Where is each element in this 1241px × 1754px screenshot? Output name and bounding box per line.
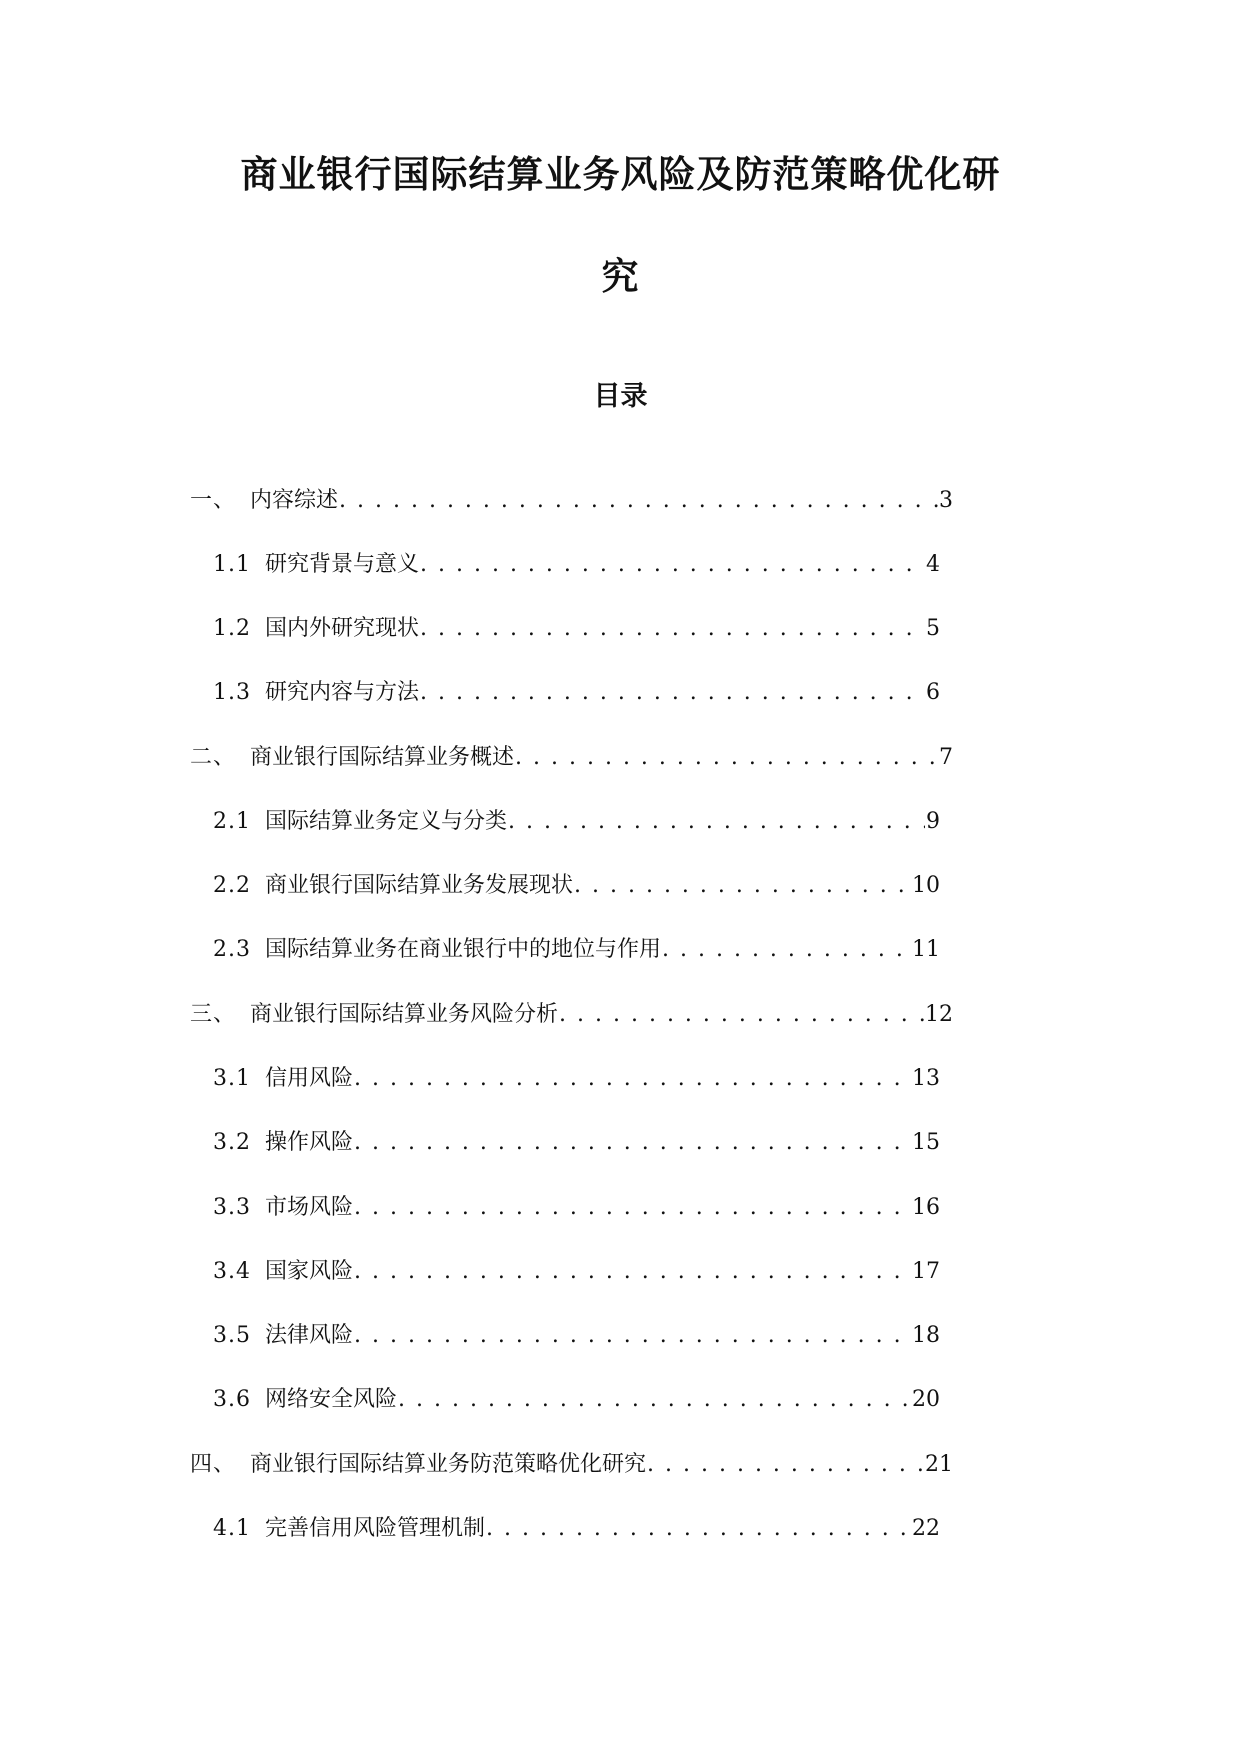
toc-entry[interactable] xyxy=(190,484,953,518)
toc-entry-label: 研究背景与意义 xyxy=(265,552,420,577)
toc-entry-page: 10 xyxy=(912,873,940,898)
toc-dot-leader xyxy=(486,1512,911,1546)
toc-entry-number: 1.1 xyxy=(213,552,251,577)
toc-dot-leader xyxy=(398,1383,911,1417)
toc-entry-number: 2.1 xyxy=(213,809,251,834)
toc-entry[interactable] xyxy=(213,1191,940,1225)
toc-entry-number: 4.1 xyxy=(213,1516,251,1541)
toc-dot-leader xyxy=(574,869,911,903)
toc-entry[interactable] xyxy=(213,869,940,903)
toc-dot-leader xyxy=(354,1255,911,1289)
toc-entry-page: 22 xyxy=(912,1516,940,1541)
toc-entry-label: 国家风险 xyxy=(265,1259,354,1284)
toc-entry-label: 操作风险 xyxy=(265,1130,354,1155)
toc-entry-number: 2.2 xyxy=(213,873,251,898)
toc-entry-page: 17 xyxy=(912,1259,940,1284)
toc-entry[interactable] xyxy=(213,805,940,839)
toc-entry-page: 21 xyxy=(925,1452,953,1477)
toc-entry-page: 16 xyxy=(912,1195,940,1220)
toc-entry-page: 3 xyxy=(939,488,953,513)
toc-entry-number: 3.2 xyxy=(213,1130,251,1155)
toc-entry-page: 15 xyxy=(912,1130,940,1155)
toc-dot-leader xyxy=(420,548,925,582)
toc-entry-label: 商业银行国际结算业务防范策略优化研究 xyxy=(250,1452,647,1477)
toc-dot-leader xyxy=(420,612,925,646)
toc-entry-label: 国际结算业务在商业银行中的地位与作用 xyxy=(265,937,662,962)
toc-dot-leader xyxy=(647,1448,924,1482)
toc-dot-leader xyxy=(354,1191,911,1225)
toc-entry-label: 内容综述 xyxy=(250,488,339,513)
toc-entry-number: 3.5 xyxy=(213,1323,251,1348)
toc-dot-leader xyxy=(515,741,938,775)
toc-entry[interactable] xyxy=(190,741,953,775)
toc-entry-label: 国际结算业务定义与分类 xyxy=(265,809,508,834)
toc-entry[interactable] xyxy=(213,612,940,646)
toc-entry-label: 网络安全风险 xyxy=(265,1387,398,1412)
toc-entry[interactable] xyxy=(213,933,940,967)
toc-entry[interactable] xyxy=(190,998,953,1032)
toc-entry-page: 18 xyxy=(912,1323,940,1348)
toc-entry-label: 国内外研究现状 xyxy=(265,616,420,641)
toc-entry-number: 1.3 xyxy=(213,680,251,705)
toc-entry-page: 4 xyxy=(926,552,940,577)
toc-entry-page: 7 xyxy=(939,745,953,770)
toc-dot-leader xyxy=(662,933,911,967)
toc-entry-number: 四、 xyxy=(190,1452,237,1477)
toc-entry-page: 12 xyxy=(925,1002,953,1027)
toc-entry-number: 二、 xyxy=(190,745,237,770)
toc-dot-leader xyxy=(559,998,924,1032)
toc-entry-label: 商业银行国际结算业务概述 xyxy=(250,745,515,770)
toc-entry-label: 研究内容与方法 xyxy=(265,680,420,705)
toc-entry-page: 9 xyxy=(926,809,940,834)
toc-entry-page: 5 xyxy=(926,616,940,641)
toc-entry[interactable] xyxy=(213,1255,940,1289)
toc-entry-label: 信用风险 xyxy=(265,1066,354,1091)
toc-heading: 目录 xyxy=(593,381,648,412)
toc-entry-number: 3.3 xyxy=(213,1195,251,1220)
toc-entry-page: 6 xyxy=(926,680,940,705)
toc-entry[interactable] xyxy=(213,676,940,710)
toc-entry[interactable] xyxy=(213,1512,940,1546)
toc-entry-number: 2.3 xyxy=(213,937,251,962)
document-title-line-2: 究 xyxy=(601,255,640,298)
toc-entry[interactable] xyxy=(190,1448,953,1482)
toc-dot-leader xyxy=(354,1062,911,1096)
toc-entry-number: 一、 xyxy=(190,488,237,513)
toc-entry-number: 3.1 xyxy=(213,1066,251,1091)
toc-dot-leader xyxy=(420,676,925,710)
toc-entry-number: 1.2 xyxy=(213,616,251,641)
document-title-line-1: 商业银行国际结算业务风险及防范策略优化研 xyxy=(240,153,1001,196)
toc-entry-page: 11 xyxy=(912,937,940,962)
toc-dot-leader xyxy=(354,1126,911,1160)
toc-entry[interactable] xyxy=(213,1383,940,1417)
toc-entry-label: 法律风险 xyxy=(265,1323,354,1348)
toc-dot-leader xyxy=(354,1319,911,1353)
toc-entry-page: 20 xyxy=(912,1387,940,1412)
toc-entry-label: 商业银行国际结算业务发展现状 xyxy=(265,873,574,898)
toc-entry-label: 完善信用风险管理机制 xyxy=(265,1516,486,1541)
toc-entry-label: 商业银行国际结算业务风险分析 xyxy=(250,1002,559,1027)
toc-dot-leader xyxy=(508,805,925,839)
toc-entry-page: 13 xyxy=(912,1066,940,1091)
toc-entry[interactable] xyxy=(213,1126,940,1160)
toc-entry[interactable] xyxy=(213,548,940,582)
toc-entry-number: 3.6 xyxy=(213,1387,251,1412)
toc-entry[interactable] xyxy=(213,1319,940,1353)
toc-entry-number: 3.4 xyxy=(213,1259,251,1284)
toc-entry-number: 三、 xyxy=(190,1002,237,1027)
toc-entry[interactable] xyxy=(213,1062,940,1096)
toc-entry-label: 市场风险 xyxy=(265,1195,354,1220)
toc-dot-leader xyxy=(339,484,938,518)
